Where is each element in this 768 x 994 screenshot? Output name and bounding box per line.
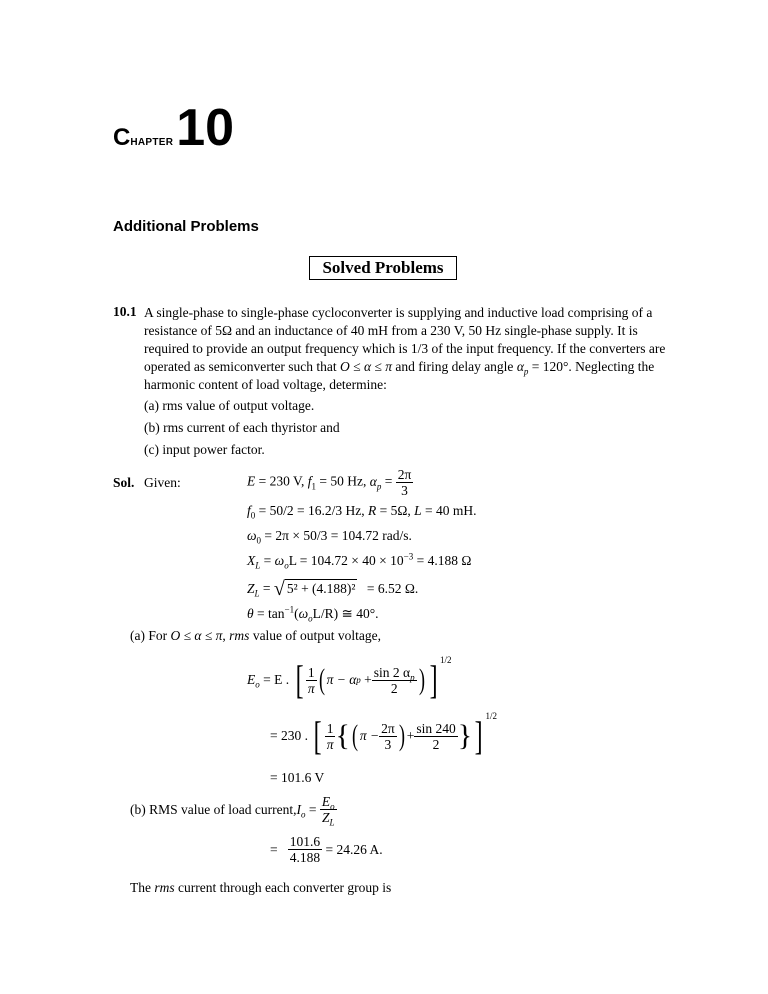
problem-line-1: A single-phase to single-phase cycloconverter is supplying and inductive load comprising of a xyxy=(144,305,653,320)
eq-theta: $\theta = \tan^{-1}(\omega_oL/R)$ ≅ 40°. xyxy=(247,604,379,624)
problem-text xyxy=(144,304,669,394)
problem-line-5: harmonic content of load voltage, determine: xyxy=(144,377,387,392)
eq-given-e: E = 230 V, $f_1 = 50$ Hz, $\alpha_p$ = $\frac{2\pi}{3}$ xyxy=(247,467,412,498)
boxed-title-text: Solved Problems xyxy=(322,258,444,277)
frac-101-4188: $\frac{101.6}{4.188}$ xyxy=(289,834,321,865)
eq-io-formula: (b) RMS value of load current, $I_o$ = $\frac{E_o}{Z_L}$ xyxy=(130,794,335,828)
frac-sin240: $\frac{\sin 240}{2}$ xyxy=(416,720,456,752)
problem-line-2: resistance of 5Ω and an inductance of 40 mH from a 230 V, 50 Hz single-phase supply. It is xyxy=(144,323,638,338)
problem-number: 10.1 xyxy=(113,304,137,319)
eq-eo-formula: $E_o$ = E . [ $\frac{1}{\pi}$ ( π − α p + $\frac{\sin 2 \alpha_p}{2}$ ) ] 1/2 xyxy=(247,655,452,702)
big-bracket-left-2: [ xyxy=(314,713,323,758)
zl-result: = 6.52 Ω. xyxy=(366,580,419,596)
chapter-heading xyxy=(113,99,235,157)
frac-2pi-3-b: $\frac{2\pi}{3}$ xyxy=(381,720,395,752)
paren-right: ) xyxy=(418,663,425,696)
eq-zl: $Z_L$ = √ 5² + (4.188)² = 6.52 Ω. xyxy=(247,578,419,600)
frac-eo-zl: $\frac{E_o}{Z_L}$ xyxy=(321,794,335,828)
solution-label: Sol. xyxy=(113,475,135,490)
problem-line-4: operated as semiconverter such that O ≤ α ≤ π and firing delay angle $\alpha_p = 120^\circ$. Neglecting the xyxy=(144,359,655,377)
sqrt-symbol: √ xyxy=(273,578,285,600)
eq-f0: $f_0 = 50/2 = 16.2/3$ Hz, R = 5Ω, L = 40 mH. xyxy=(247,503,477,521)
eq-io-numeric: = $\frac{101.6}{4.188}$ = 24.26 A. xyxy=(270,834,383,865)
problem-part-c: (c) input power factor. xyxy=(144,442,265,457)
chapter-prefix-rest: HAPTER xyxy=(130,137,174,148)
paren-left: ( xyxy=(318,663,325,696)
closing-line: The rms current through each converter group is xyxy=(130,880,392,895)
solution-given: Given: xyxy=(144,475,181,490)
brace-left: { xyxy=(335,719,350,752)
brace-right: } xyxy=(457,719,473,752)
zl-radicand: 5² + (4.188)² xyxy=(286,580,356,596)
problem-part-b: (b) rms current of each thyristor and xyxy=(144,420,340,435)
boxed-title xyxy=(309,256,457,280)
frac-1-pi-2: $\frac{1}{\pi}$ xyxy=(326,720,334,752)
paren-right-2: ) xyxy=(398,719,405,752)
big-bracket-right: ] xyxy=(429,657,438,702)
part-a-intro: (a) For O ≤ α ≤ π, rms value of output voltage, xyxy=(130,628,382,643)
big-bracket-left: [ xyxy=(295,657,304,702)
chapter-prefix-big: C xyxy=(113,124,131,151)
big-bracket-right-2: ] xyxy=(474,713,483,758)
eq-omega0: $\omega_0 = 2\pi \times 50/3 = 104.72$ rad/s. xyxy=(247,528,412,546)
frac-2pi-3: $\frac{2\pi}{3}$ xyxy=(397,467,412,498)
eq-xl: $X_L = \omega_oL = 104.72 \times 40 \times 10^{-3} = 4.188$ Ω xyxy=(247,551,472,571)
frac-1-pi: $\frac{1}{\pi}$ xyxy=(307,664,315,696)
problem-line-3: required to provide an output frequency which is 1/3 of the input frequency. If the converters are xyxy=(144,341,666,356)
paren-left-2: ( xyxy=(351,719,358,752)
chapter-number: 10 xyxy=(176,99,235,157)
problem-part-a: (a) rms value of output voltage. xyxy=(144,398,315,413)
eq-eo-numeric: = 230 . [ $\frac{1}{\pi}$ { ( π − $\frac{2\pi}{3}$ ) + $\frac{\sin 240}{2}$ } ] 1/2 xyxy=(270,711,497,758)
eq-eo-result: = 101.6 V xyxy=(270,770,325,785)
section-heading: Additional Problems xyxy=(113,218,259,235)
frac-sin2a: $\frac{\sin 2 \alpha_p}{2}$ xyxy=(373,664,415,696)
